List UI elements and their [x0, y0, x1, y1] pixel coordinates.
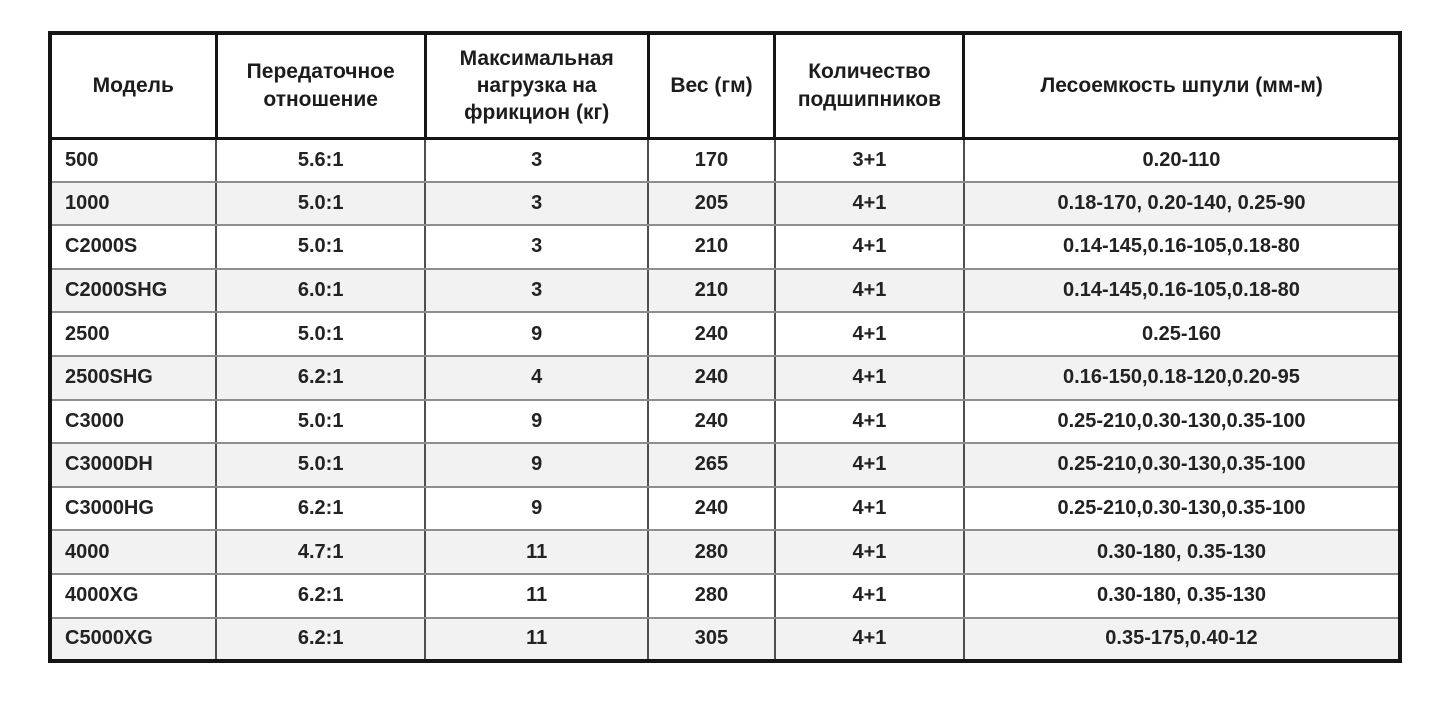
table-cell: 2500 — [50, 312, 216, 356]
table-cell: 5.0:1 — [216, 312, 425, 356]
table-cell: 4000 — [50, 530, 216, 574]
table-cell: 280 — [648, 530, 775, 574]
table-cell: 205 — [648, 182, 775, 226]
spec-table-body — [50, 138, 1400, 661]
table-row — [50, 138, 1400, 182]
table-row — [50, 182, 1400, 226]
table-row — [50, 400, 1400, 444]
table-header-row — [50, 33, 1400, 138]
table-cell: 6.2:1 — [216, 487, 425, 531]
table-cell: 0.30-180, 0.35-130 — [964, 574, 1400, 618]
table-cell: 5.0:1 — [216, 225, 425, 269]
table-cell: C3000DH — [50, 443, 216, 487]
table-cell: 210 — [648, 269, 775, 313]
table-row — [50, 618, 1400, 662]
table-cell: 4+1 — [775, 356, 964, 400]
table-cell: 0.35-175,0.40-12 — [964, 618, 1400, 662]
table-cell: 1000 — [50, 182, 216, 226]
table-row — [50, 269, 1400, 313]
table-cell: 9 — [425, 400, 648, 444]
table-cell: 9 — [425, 443, 648, 487]
table-cell: 4+1 — [775, 618, 964, 662]
table-cell: 0.25-210,0.30-130,0.35-100 — [964, 487, 1400, 531]
table-row — [50, 225, 1400, 269]
table-cell: 4+1 — [775, 312, 964, 356]
table-cell: C3000HG — [50, 487, 216, 531]
table-cell: 0.25-210,0.30-130,0.35-100 — [964, 400, 1400, 444]
table-cell: 4+1 — [775, 530, 964, 574]
table-cell: 3 — [425, 182, 648, 226]
table-cell: 6.2:1 — [216, 356, 425, 400]
table-cell: 11 — [425, 618, 648, 662]
table-cell: 3 — [425, 225, 648, 269]
table-cell: 4+1 — [775, 225, 964, 269]
table-cell: 6.2:1 — [216, 618, 425, 662]
table-cell: 4+1 — [775, 182, 964, 226]
table-cell: 0.25-210,0.30-130,0.35-100 — [964, 443, 1400, 487]
col-header-line-capacity: Лесоемкость шпули (мм-м) — [964, 33, 1400, 138]
table-cell: 0.30-180, 0.35-130 — [964, 530, 1400, 574]
table-cell: 0.25-160 — [964, 312, 1400, 356]
col-header-bearings: Количество подшипников — [775, 33, 964, 138]
table-cell: 240 — [648, 312, 775, 356]
table-cell: 11 — [425, 574, 648, 618]
table-cell: 4+1 — [775, 443, 964, 487]
table-row — [50, 530, 1400, 574]
table-cell: 3+1 — [775, 138, 964, 182]
table-cell: 11 — [425, 530, 648, 574]
col-header-gear-ratio: Передаточное отношение — [216, 33, 425, 138]
table-cell: 4000XG — [50, 574, 216, 618]
col-header-max-drag: Максимальная нагрузка на фрикцион (кг) — [425, 33, 648, 138]
table-cell: 9 — [425, 312, 648, 356]
table-cell: C2000SHG — [50, 269, 216, 313]
table-cell: 9 — [425, 487, 648, 531]
table-row — [50, 574, 1400, 618]
table-cell: 305 — [648, 618, 775, 662]
reel-spec-table — [48, 31, 1402, 663]
table-cell: 4+1 — [775, 269, 964, 313]
table-cell: C5000XG — [50, 618, 216, 662]
table-cell: 240 — [648, 356, 775, 400]
table-cell: 6.2:1 — [216, 574, 425, 618]
col-header-model: Модель — [50, 33, 216, 138]
table-row — [50, 312, 1400, 356]
table-cell: 0.20-110 — [964, 138, 1400, 182]
table-cell: 5.0:1 — [216, 182, 425, 226]
table-cell: 0.16-150,0.18-120,0.20-95 — [964, 356, 1400, 400]
table-cell: 500 — [50, 138, 216, 182]
table-cell: 4+1 — [775, 487, 964, 531]
reel-spec-table-container — [48, 31, 1402, 663]
table-cell: 5.0:1 — [216, 443, 425, 487]
table-cell: 3 — [425, 138, 648, 182]
table-cell: 3 — [425, 269, 648, 313]
table-cell: 170 — [648, 138, 775, 182]
table-cell: C3000 — [50, 400, 216, 444]
table-cell: C2000S — [50, 225, 216, 269]
table-cell: 0.14-145,0.16-105,0.18-80 — [964, 269, 1400, 313]
table-cell: 280 — [648, 574, 775, 618]
table-cell: 0.14-145,0.16-105,0.18-80 — [964, 225, 1400, 269]
table-row — [50, 443, 1400, 487]
table-cell: 240 — [648, 400, 775, 444]
table-cell: 210 — [648, 225, 775, 269]
table-cell: 5.6:1 — [216, 138, 425, 182]
table-cell: 4.7:1 — [216, 530, 425, 574]
table-cell: 2500SHG — [50, 356, 216, 400]
table-cell: 5.0:1 — [216, 400, 425, 444]
table-cell: 4 — [425, 356, 648, 400]
col-header-weight: Вес (гм) — [648, 33, 775, 138]
table-cell: 240 — [648, 487, 775, 531]
table-cell: 4+1 — [775, 400, 964, 444]
table-cell: 4+1 — [775, 574, 964, 618]
table-cell: 6.0:1 — [216, 269, 425, 313]
table-row — [50, 356, 1400, 400]
table-cell: 265 — [648, 443, 775, 487]
table-row — [50, 487, 1400, 531]
table-cell: 0.18-170, 0.20-140, 0.25-90 — [964, 182, 1400, 226]
